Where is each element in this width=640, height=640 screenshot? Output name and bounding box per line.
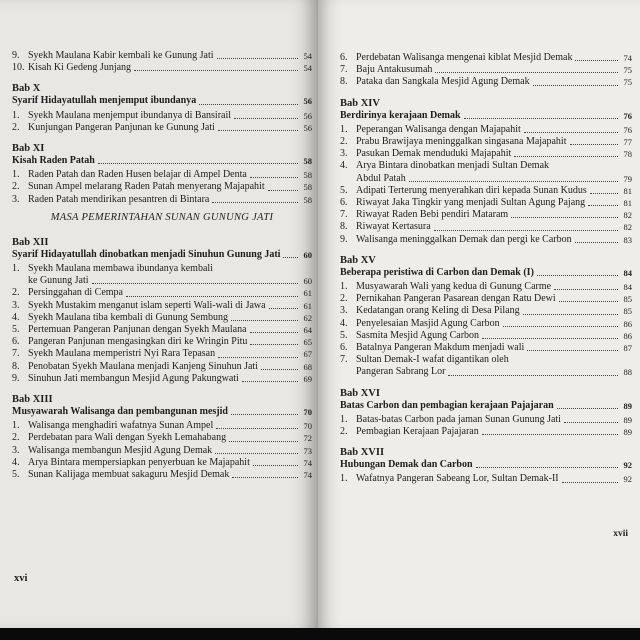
toc-entry bbox=[340, 281, 632, 293]
toc-entry bbox=[340, 293, 632, 305]
dot-leader bbox=[588, 205, 618, 206]
chapter-title: Musyawarah Walisanga dan pembangunan mesjid bbox=[12, 406, 228, 418]
toc-entry bbox=[340, 305, 632, 317]
entry-number: 2. bbox=[340, 136, 348, 148]
entry-text: Arya Bintara mempersiapkan penyerbuan ke Majapahit bbox=[28, 456, 250, 468]
toc-entry bbox=[340, 64, 632, 76]
entry-text: Riwayat Jaka Tingkir yang menjadi Sultan Agung Pajang bbox=[356, 197, 586, 209]
dot-leader bbox=[557, 408, 618, 409]
entry-text: Pangeran Sabrang Lor bbox=[356, 366, 446, 378]
dot-leader bbox=[232, 477, 298, 478]
entry-number: 7. bbox=[340, 209, 348, 221]
toc-entry bbox=[340, 197, 632, 209]
chapter-number: Bab XVI bbox=[340, 387, 380, 399]
entry-number: 1. bbox=[340, 123, 348, 135]
dot-leader bbox=[253, 465, 298, 466]
entry-number: 9. bbox=[12, 50, 20, 61]
entry-text: Pangeran Panjunan mengasingkan diri ke Wringin Pitu bbox=[28, 336, 248, 348]
entry-text: Sasmita Mesjid Agung Carbon bbox=[356, 329, 480, 341]
dot-leader bbox=[476, 467, 618, 468]
entry-text: Pasukan Demak menduduki Majapahit bbox=[356, 148, 512, 160]
entry-page: 72 bbox=[303, 433, 312, 444]
chapter-title: Hubungan Demak dan Carbon bbox=[340, 459, 473, 471]
toc-entry bbox=[12, 300, 312, 312]
entry-text: Walisanga menghadiri wafatnya Sunan Ampel bbox=[28, 420, 214, 432]
toc-entry bbox=[340, 185, 632, 197]
entry-page: 60 bbox=[303, 276, 312, 287]
section-heading: MASA PEMERINTAHAN SUNAN GUNUNG JATI bbox=[50, 211, 274, 223]
entry-text: Syekh Maulana menjemput ibundanya di Bansirail bbox=[28, 109, 232, 121]
dot-leader bbox=[482, 434, 618, 435]
entry-text: Penyelesaian Masjid Agung Carbon bbox=[356, 317, 500, 329]
entry-number: 8. bbox=[340, 76, 348, 88]
toc-entry bbox=[340, 136, 632, 148]
entry-number: 2. bbox=[12, 287, 20, 299]
entry-text: Wafatnya Pangeran Sabeang Lor, Sultan Demak-II bbox=[356, 473, 559, 485]
chapter-title: Syarif Hidayatullah dinobatkan menjadi Sinuhun Gunung Jati bbox=[12, 248, 281, 260]
entry-number: 9. bbox=[340, 233, 348, 245]
entry-page: 56 bbox=[303, 122, 312, 133]
chapter-bab-xiv bbox=[340, 98, 632, 246]
entry-number: 4. bbox=[12, 311, 20, 323]
entry-page: 61 bbox=[303, 300, 312, 311]
toc-entry bbox=[340, 426, 632, 438]
entry-number: 4. bbox=[340, 160, 348, 172]
toc-entry bbox=[340, 354, 632, 366]
toc-entry bbox=[12, 181, 312, 193]
toc-entry bbox=[340, 473, 632, 485]
entry-text: Batalnya Pangeran Makdum menjadi wali bbox=[356, 342, 525, 354]
entry-page: 74 bbox=[303, 470, 312, 481]
dot-leader bbox=[231, 414, 298, 415]
chapter-page: 70 bbox=[303, 407, 312, 418]
entry-text: Prabu Brawijaya meninggalkan singasana Majapahit bbox=[356, 136, 567, 148]
entry-page: 56 bbox=[303, 110, 312, 121]
entry-text: Kisah Ki Gedeng Junjang bbox=[28, 62, 132, 74]
dot-leader bbox=[126, 296, 298, 297]
dot-leader bbox=[250, 177, 298, 178]
toc-entry bbox=[12, 62, 312, 74]
toc-entry bbox=[12, 122, 312, 134]
entry-text: ke Gunung Jati bbox=[28, 275, 89, 287]
chapter-title: Kisah Raden Patah bbox=[12, 155, 95, 167]
chapter-title: Batas Carbon dan pembagian kerajaan Pajajaran bbox=[340, 399, 554, 411]
entry-text: Syekh Maulana memperistri Nyi Rara Tepasan bbox=[28, 348, 216, 360]
dot-leader bbox=[261, 369, 298, 370]
chapter-title-row bbox=[12, 155, 312, 167]
entry-text: Persinggahan di Cempa bbox=[28, 287, 123, 299]
entry-number: 2. bbox=[12, 432, 20, 444]
dot-leader bbox=[217, 58, 298, 59]
entry-text: Sinuhun Jati membangun Mesjid Agung Pakungwati bbox=[28, 372, 239, 384]
dot-leader bbox=[570, 144, 619, 145]
entry-number: 5. bbox=[340, 184, 348, 196]
toc-entry bbox=[340, 330, 632, 342]
chapter-bab-xii bbox=[12, 237, 312, 385]
entry-text: Kunjungan Pangeran Panjunan ke Gunung Jati bbox=[28, 121, 215, 133]
toc-entry bbox=[340, 414, 632, 426]
entry-page: 87 bbox=[623, 343, 632, 354]
toc-entry bbox=[340, 342, 632, 354]
chapter-bab-xvii bbox=[340, 447, 632, 485]
entry-page: 86 bbox=[623, 318, 632, 329]
entry-text: Sunan Ampel melarang Raden Patah menyerang Majapahit bbox=[28, 181, 265, 193]
entry-number: 6. bbox=[12, 336, 20, 348]
entry-page: 69 bbox=[303, 373, 312, 384]
toc-entry bbox=[12, 420, 312, 432]
page-folio: xvii bbox=[613, 529, 628, 539]
toc-entry bbox=[12, 324, 312, 336]
entry-number: 5. bbox=[12, 324, 20, 336]
toc-entry bbox=[340, 148, 632, 160]
entry-page: 54 bbox=[303, 51, 312, 61]
dot-leader bbox=[229, 441, 298, 442]
entry-number: 2. bbox=[12, 121, 20, 133]
entry-text: Pataka dan Sangkala Mesjid Agung Demak bbox=[356, 76, 530, 88]
chapter-page: 56 bbox=[303, 96, 312, 107]
chapter-page: 60 bbox=[303, 249, 312, 260]
entry-number: 2. bbox=[340, 293, 348, 305]
entry-page: 88 bbox=[623, 367, 632, 378]
toc-entry bbox=[12, 457, 312, 469]
entry-page: 58 bbox=[303, 170, 312, 181]
toc-entry bbox=[12, 312, 312, 324]
entry-text: Musyawarah Wali yang kedua di Gunung Carme bbox=[356, 281, 552, 293]
chapter-number: Bab XIII bbox=[12, 394, 53, 406]
entry-text: Syekh Mustakim menganut islam seperti Wali-wali di Jawa bbox=[28, 299, 266, 311]
entry-text: Riwayat Kertasura bbox=[356, 221, 431, 233]
dot-leader bbox=[554, 289, 618, 290]
entry-page: 73 bbox=[303, 445, 312, 456]
toc-entry-continuation bbox=[340, 173, 632, 185]
entry-page: 70 bbox=[303, 421, 312, 432]
entry-page: 83 bbox=[623, 234, 632, 245]
chapter-page: 89 bbox=[623, 400, 632, 411]
entry-text: Penobatan Syekh Maulana menjadi Kanjeng Sinuhun Jati bbox=[28, 360, 258, 372]
dot-leader bbox=[269, 308, 298, 309]
chapter-title-row bbox=[12, 95, 312, 107]
entry-number: 6. bbox=[340, 52, 348, 63]
entry-text: Kedatangan orang Keling di Desa Pilang bbox=[356, 305, 520, 317]
entry-page: 74 bbox=[303, 457, 312, 468]
entry-text: Sunan Kalijaga membuat sakaguru Mesjid Demak bbox=[28, 469, 230, 481]
toc-entry bbox=[340, 209, 632, 221]
entry-number: 1. bbox=[12, 420, 20, 432]
entry-text: Perdebatan Walisanga mengenai kiblat Mesjid Demak bbox=[356, 52, 573, 63]
dot-leader bbox=[514, 156, 618, 157]
chapter-title-row bbox=[340, 400, 632, 412]
dot-leader bbox=[134, 70, 298, 71]
dot-leader bbox=[559, 301, 618, 302]
dot-leader bbox=[250, 332, 298, 333]
entry-text: Raden Patah mendirikan pesantren di Bintara bbox=[28, 193, 210, 205]
entry-page: 54 bbox=[303, 63, 312, 74]
toc-entry bbox=[340, 318, 632, 330]
toc-entry bbox=[340, 234, 632, 246]
entry-number: 7. bbox=[12, 348, 20, 360]
dot-leader bbox=[242, 381, 298, 382]
entry-page: 89 bbox=[623, 414, 632, 425]
chapter-title: Berdirinya kerajaan Demak bbox=[340, 109, 461, 121]
entry-text: Syekh Maulana Kabir kembali ke Gunung Jati bbox=[28, 50, 214, 61]
toc-entry bbox=[12, 445, 312, 457]
toc-entry-continuation bbox=[340, 366, 632, 378]
toc-entry bbox=[12, 110, 312, 122]
toc-continuation-right bbox=[340, 52, 632, 89]
chapter-bab-xiii bbox=[12, 394, 312, 481]
entry-number: 1. bbox=[340, 413, 348, 425]
entry-number: 9. bbox=[12, 372, 20, 384]
entry-number: 3. bbox=[12, 193, 20, 205]
chapter-page: 92 bbox=[623, 460, 632, 471]
chapter-title: Beberapa peristiwa di Carbon dan Demak (I) bbox=[340, 266, 534, 278]
entry-text: Pertemuan Pangeran Panjunan dengan Syekh Maulana bbox=[28, 324, 247, 336]
toc-entry bbox=[340, 76, 632, 88]
toc-entry bbox=[12, 287, 312, 299]
entry-number: 7. bbox=[340, 354, 348, 366]
entry-text: Batas-batas Carbon pada jaman Sunan Gunung Jati bbox=[356, 413, 561, 425]
dot-leader bbox=[199, 104, 298, 105]
entry-page: 81 bbox=[623, 198, 632, 209]
entry-number: 1. bbox=[12, 169, 20, 181]
entry-number: 8. bbox=[12, 360, 20, 372]
dot-leader bbox=[533, 85, 618, 86]
toc-entry bbox=[12, 263, 312, 275]
dot-leader bbox=[511, 217, 618, 218]
dot-leader bbox=[562, 482, 618, 483]
chapter-number: Bab XIV bbox=[340, 97, 380, 109]
entry-number: 4. bbox=[340, 317, 348, 329]
dot-leader bbox=[523, 314, 618, 315]
entry-number: 2. bbox=[12, 181, 20, 193]
entry-page: 67 bbox=[303, 349, 312, 360]
entry-text: Syekh Maulana membawa ibundanya kembali bbox=[28, 263, 213, 275]
entry-number: 4. bbox=[12, 456, 20, 468]
entry-number: 3. bbox=[340, 305, 348, 317]
entry-text: Raden Patah dan Raden Husen belajar di Ampel Denta bbox=[28, 169, 247, 181]
chapter-number: Bab XV bbox=[340, 254, 376, 266]
dot-leader bbox=[250, 344, 298, 345]
chapter-page: 76 bbox=[623, 110, 632, 121]
dot-leader bbox=[464, 118, 618, 119]
entry-number: 5. bbox=[340, 329, 348, 341]
dot-leader bbox=[575, 60, 618, 61]
entry-number: 1. bbox=[340, 281, 348, 293]
toc-entry bbox=[340, 52, 632, 64]
chapter-number: Bab X bbox=[12, 83, 41, 95]
dot-leader bbox=[234, 118, 298, 119]
chapter-title: Syarif Hidayatullah menjemput ibundanya bbox=[12, 95, 197, 107]
dot-leader bbox=[527, 350, 618, 351]
toc-entry bbox=[340, 221, 632, 233]
dot-leader bbox=[98, 163, 298, 164]
entry-page: 74 bbox=[623, 53, 632, 63]
toc-entry bbox=[12, 169, 312, 181]
entry-page: 85 bbox=[623, 306, 632, 317]
chapter-number: Bab XI bbox=[12, 143, 45, 155]
dot-leader bbox=[409, 181, 618, 182]
entry-page: 79 bbox=[623, 173, 632, 184]
entry-page: 81 bbox=[623, 185, 632, 196]
entry-number: 8. bbox=[340, 221, 348, 233]
entry-number: 6. bbox=[340, 342, 348, 354]
right-page bbox=[318, 0, 640, 628]
entry-number: 1. bbox=[12, 109, 20, 121]
entry-text: Peperangan Walisanga dengan Majapahit bbox=[356, 123, 521, 135]
entry-text: Riwayat Raden Bebi pendiri Mataram bbox=[356, 209, 509, 221]
dot-leader bbox=[231, 320, 298, 321]
dot-leader bbox=[482, 338, 618, 339]
chapter-page: 58 bbox=[303, 156, 312, 167]
chapter-number: Bab XVII bbox=[340, 447, 385, 459]
entry-text: Adipati Terterung menyerahkan diri kepada Sunan Kudus bbox=[356, 184, 587, 196]
dot-leader bbox=[575, 242, 618, 243]
chapter-title-row bbox=[340, 459, 632, 471]
dot-leader bbox=[218, 357, 298, 358]
entry-page: 77 bbox=[623, 137, 632, 148]
dot-leader bbox=[283, 257, 298, 258]
toc-entry bbox=[12, 432, 312, 444]
entry-text: Syekh Maulana tiba kembali di Gunung Sembung bbox=[28, 311, 228, 323]
chapter-title-row bbox=[12, 249, 312, 261]
toc-entry bbox=[340, 124, 632, 136]
dot-leader bbox=[215, 453, 298, 454]
entry-page: 62 bbox=[303, 312, 312, 323]
entry-page: 75 bbox=[623, 77, 632, 88]
entry-page: 84 bbox=[623, 282, 632, 293]
dot-leader bbox=[92, 283, 298, 284]
toc-entry bbox=[12, 361, 312, 373]
entry-page: 64 bbox=[303, 325, 312, 336]
dot-leader bbox=[435, 72, 618, 73]
dot-leader bbox=[564, 422, 618, 423]
entry-page: 89 bbox=[623, 427, 632, 438]
entry-text: Walisanga membangun Mesjid Agung Demak bbox=[28, 444, 213, 456]
dot-leader bbox=[212, 202, 298, 203]
dot-leader bbox=[216, 428, 298, 429]
entry-page: 61 bbox=[303, 288, 312, 299]
chapter-number: Bab XII bbox=[12, 236, 49, 248]
chapter-title-row bbox=[12, 406, 312, 418]
entry-page: 82 bbox=[623, 210, 632, 221]
entry-text: Pernikahan Pangeran Pasarean dengan Ratu Dewi bbox=[356, 293, 556, 305]
toc-entry bbox=[340, 160, 632, 172]
entry-page: 65 bbox=[303, 337, 312, 348]
dot-leader bbox=[537, 275, 618, 276]
dot-leader bbox=[218, 130, 298, 131]
chapter-title-row bbox=[340, 267, 632, 279]
entry-text: Abdul Patah bbox=[356, 172, 406, 184]
entry-page: 82 bbox=[623, 222, 632, 233]
chapter-bab-xvi bbox=[340, 388, 632, 439]
entry-number: 7. bbox=[340, 64, 348, 76]
entry-number: 6. bbox=[340, 197, 348, 209]
entry-page: 58 bbox=[303, 182, 312, 193]
toc-entry bbox=[12, 373, 312, 385]
entry-number: 3. bbox=[12, 299, 20, 311]
chapter-page: 84 bbox=[623, 267, 632, 278]
dot-leader bbox=[590, 193, 618, 194]
entry-number: 3. bbox=[12, 444, 20, 456]
entry-text: Sultan Demak-I wafat digantikan oleh bbox=[356, 354, 509, 366]
chapter-bab-xv bbox=[340, 255, 632, 379]
toc-entry-continuation bbox=[12, 275, 312, 287]
entry-number: 5. bbox=[12, 469, 20, 481]
dot-leader bbox=[434, 230, 618, 231]
entry-number: 1. bbox=[340, 473, 348, 485]
entry-text: Walisanga meninggalkan Demak dan pergi ke Carbon bbox=[356, 233, 572, 245]
toc-entry bbox=[12, 194, 312, 206]
dot-leader bbox=[448, 375, 618, 376]
left-page bbox=[0, 0, 318, 628]
toc-entry bbox=[12, 469, 312, 481]
dot-leader bbox=[268, 190, 298, 191]
entry-page: 68 bbox=[303, 361, 312, 372]
page-folio: xvi bbox=[14, 573, 28, 584]
entry-number: 3. bbox=[340, 148, 348, 160]
entry-text: Baju Antakusumah bbox=[356, 64, 433, 76]
toc-entry bbox=[12, 348, 312, 360]
entry-page: 86 bbox=[623, 330, 632, 341]
entry-number: 1. bbox=[12, 263, 20, 275]
dot-leader bbox=[524, 132, 618, 133]
toc-entry bbox=[12, 50, 312, 62]
entry-text: Arya Bintara dinobatkan menjadi Sultan Demak bbox=[356, 160, 550, 172]
dot-leader bbox=[503, 326, 618, 327]
toc-continuation-left bbox=[12, 50, 312, 74]
entry-number: 10. bbox=[12, 62, 25, 74]
entry-number: 2. bbox=[340, 426, 348, 438]
chapter-bab-x bbox=[12, 83, 312, 134]
toc-entry bbox=[12, 336, 312, 348]
entry-page: 75 bbox=[623, 65, 632, 76]
chapter-bab-xi bbox=[12, 143, 312, 206]
entry-page: 78 bbox=[623, 149, 632, 160]
entry-text: Perdebatan para Wali dengan Syekh Lemahabang bbox=[28, 432, 227, 444]
entry-text: Pembagian Kerajaan Pajajaran bbox=[356, 426, 479, 438]
chapter-title-row bbox=[340, 110, 632, 122]
entry-page: 92 bbox=[623, 474, 632, 485]
entry-page: 58 bbox=[303, 194, 312, 205]
entry-page: 85 bbox=[623, 294, 632, 305]
entry-page: 76 bbox=[623, 124, 632, 135]
